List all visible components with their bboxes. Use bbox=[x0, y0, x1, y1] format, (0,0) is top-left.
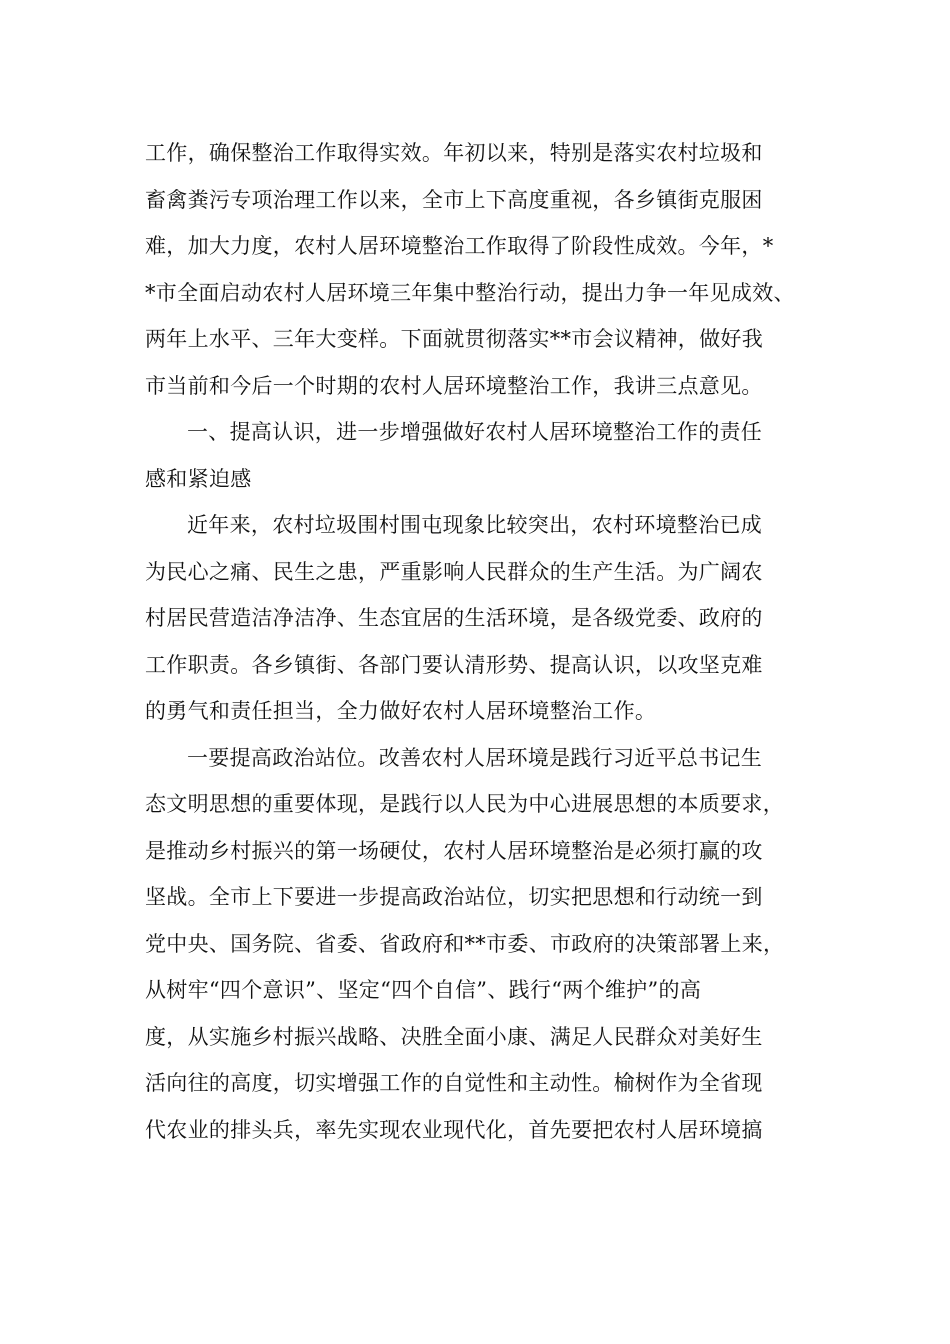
section-heading-line: 一、提高认识，进一步增强做好农村人居环境整治工作的责任 bbox=[187, 420, 763, 444]
text-line: 一要提高政治站位。改善农村人居环境是践行习近平总书记生 bbox=[187, 746, 763, 770]
text-line: 党中央、国务院、省委、省政府和**市委、市政府的决策部署上来， bbox=[145, 932, 785, 956]
text-line: 坚战。全市上下要进一步提高政治站位，切实把思想和行动统一到 bbox=[145, 885, 763, 909]
text-line: 难，加大力度，农村人居环境整治工作取得了阶段性成效。今年，* bbox=[145, 234, 774, 258]
text-line: 从树牢“四个意识”、坚定“四个自信”、践行“两个维护”的高 bbox=[145, 978, 702, 1002]
text-line: 的勇气和责任担当，全力做好农村人居环境整治工作。 bbox=[145, 699, 657, 723]
text-line: 代农业的排头兵，率先实现农业现代化，首先要把农村人居环境搞 bbox=[145, 1118, 763, 1142]
text-line: 工作，确保整治工作取得实效。年初以来，特别是落实农村垃圾和 bbox=[145, 141, 763, 165]
text-line: 活向往的高度，切实增强工作的自觉性和主动性。榆树作为全省现 bbox=[145, 1071, 763, 1095]
text-line: 两年上水平、三年大变样。下面就贯彻落实**市会议精神，做好我 bbox=[145, 327, 763, 351]
text-line: *市全面启动农村人居环境三年集中整治行动，提出力争一年见成效、 bbox=[145, 281, 795, 305]
text-line: 态文明思想的重要体现，是践行以人民为中心进展思想的本质要求， bbox=[145, 792, 784, 816]
text-line: 是推动乡村振兴的第一场硬仗，农村人居环境整治是必须打赢的攻 bbox=[145, 839, 763, 863]
text-line: 为民心之痛、民生之患，严重影响人民群众的生产生活。为广阔农 bbox=[145, 560, 763, 584]
text-line: 度，从实施乡村振兴战略、决胜全面小康、满足人民群众对美好生 bbox=[145, 1025, 763, 1049]
text-line: 村居民营造洁净洁净、生态宜居的生活环境，是各级党委、政府的 bbox=[145, 606, 763, 630]
text-line: 近年来，农村垃圾围村围屯现象比较突出，农村环境整治已成 bbox=[187, 513, 763, 537]
text-line: 市当前和今后一个时期的农村人居环境整治工作，我讲三点意见。 bbox=[145, 374, 763, 398]
text-line: 畜禽粪污专项治理工作以来，全市上下高度重视，各乡镇街克服困 bbox=[145, 188, 763, 212]
text-line: 工作职责。各乡镇街、各部门要认清形势、提高认识，以攻坚克难 bbox=[145, 653, 763, 677]
section-heading-line: 感和紧迫感 bbox=[145, 467, 252, 491]
